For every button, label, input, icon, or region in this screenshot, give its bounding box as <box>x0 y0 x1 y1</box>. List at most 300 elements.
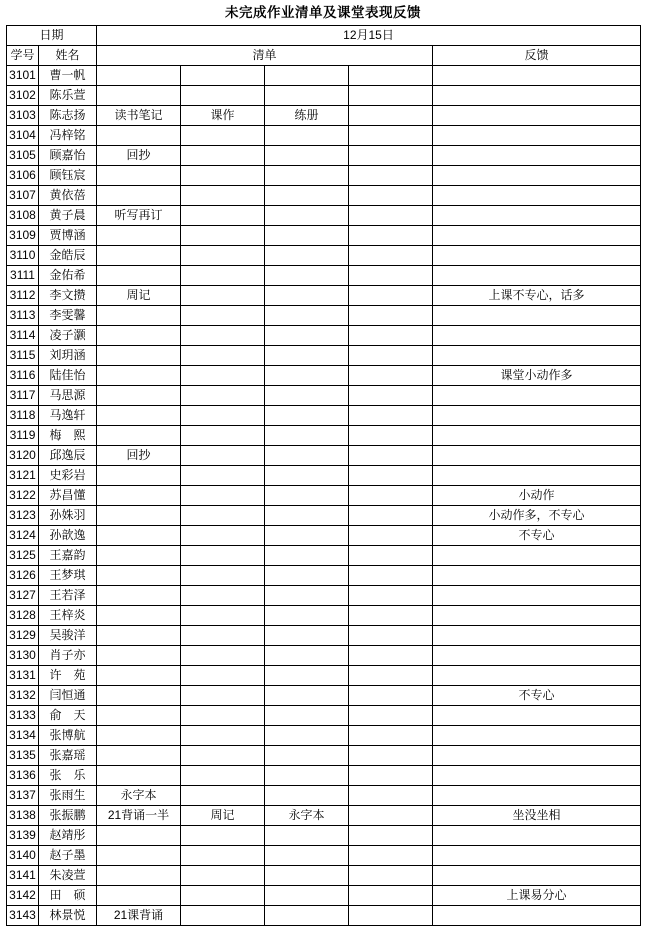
cell-student-name[interactable]: 张雨生 <box>39 786 97 806</box>
cell-task-1[interactable] <box>97 726 181 746</box>
cell-task-3[interactable] <box>265 346 349 366</box>
cell-student-name[interactable]: 凌子灏 <box>39 326 97 346</box>
cell-feedback[interactable] <box>433 566 641 586</box>
cell-task-3[interactable] <box>265 626 349 646</box>
cell-task-2[interactable] <box>181 666 265 686</box>
cell-task-3[interactable] <box>265 246 349 266</box>
cell-task-1[interactable] <box>97 706 181 726</box>
cell-task-3[interactable] <box>265 566 349 586</box>
cell-task-1[interactable] <box>97 226 181 246</box>
cell-student-name[interactable]: 史彩岩 <box>39 466 97 486</box>
cell-student-id[interactable]: 3117 <box>7 386 39 406</box>
cell-task-4[interactable] <box>349 366 433 386</box>
cell-feedback[interactable] <box>433 86 641 106</box>
cell-task-1[interactable] <box>97 86 181 106</box>
cell-feedback[interactable] <box>433 606 641 626</box>
cell-task-1[interactable]: 21课背诵 <box>97 906 181 926</box>
cell-feedback[interactable] <box>433 246 641 266</box>
cell-student-name[interactable]: 黄依蓓 <box>39 186 97 206</box>
cell-task-1[interactable] <box>97 266 181 286</box>
cell-task-4[interactable] <box>349 646 433 666</box>
cell-student-name[interactable]: 贾博涵 <box>39 226 97 246</box>
cell-task-2[interactable]: 周记 <box>181 806 265 826</box>
cell-task-3[interactable] <box>265 726 349 746</box>
cell-task-3[interactable] <box>265 146 349 166</box>
cell-task-2[interactable] <box>181 606 265 626</box>
cell-student-name[interactable]: 闫恒通 <box>39 686 97 706</box>
cell-task-4[interactable] <box>349 66 433 86</box>
cell-task-4[interactable] <box>349 566 433 586</box>
cell-task-1[interactable]: 读书笔记 <box>97 106 181 126</box>
cell-task-2[interactable] <box>181 86 265 106</box>
cell-student-id[interactable]: 3137 <box>7 786 39 806</box>
cell-feedback[interactable]: 坐没坐相 <box>433 806 641 826</box>
cell-feedback[interactable] <box>433 666 641 686</box>
cell-student-name[interactable]: 梅 熙 <box>39 426 97 446</box>
cell-feedback[interactable] <box>433 226 641 246</box>
cell-student-id[interactable]: 3143 <box>7 906 39 926</box>
cell-task-4[interactable] <box>349 246 433 266</box>
cell-task-4[interactable] <box>349 786 433 806</box>
cell-student-id[interactable]: 3109 <box>7 226 39 246</box>
cell-task-2[interactable] <box>181 166 265 186</box>
cell-task-2[interactable] <box>181 326 265 346</box>
cell-task-2[interactable] <box>181 226 265 246</box>
cell-feedback[interactable] <box>433 786 641 806</box>
cell-feedback[interactable] <box>433 866 641 886</box>
cell-task-3[interactable] <box>265 906 349 926</box>
cell-student-id[interactable]: 3105 <box>7 146 39 166</box>
cell-task-3[interactable] <box>265 506 349 526</box>
cell-task-4[interactable] <box>349 106 433 126</box>
cell-student-name[interactable]: 朱凌萱 <box>39 866 97 886</box>
cell-task-1[interactable] <box>97 186 181 206</box>
cell-feedback[interactable] <box>433 626 641 646</box>
cell-task-2[interactable] <box>181 366 265 386</box>
cell-task-2[interactable] <box>181 646 265 666</box>
cell-student-name[interactable]: 赵靖彤 <box>39 826 97 846</box>
cell-task-2[interactable] <box>181 486 265 506</box>
cell-task-4[interactable] <box>349 426 433 446</box>
cell-feedback[interactable]: 上课不专心，话多 <box>433 286 641 306</box>
cell-feedback[interactable] <box>433 386 641 406</box>
cell-task-1[interactable] <box>97 746 181 766</box>
cell-task-3[interactable] <box>265 486 349 506</box>
cell-task-4[interactable] <box>349 886 433 906</box>
cell-student-id[interactable]: 3136 <box>7 766 39 786</box>
cell-task-2[interactable] <box>181 346 265 366</box>
cell-task-1[interactable] <box>97 386 181 406</box>
cell-task-1[interactable]: 回抄 <box>97 146 181 166</box>
cell-student-id[interactable]: 3111 <box>7 266 39 286</box>
date-value[interactable]: 12月15日 <box>97 26 641 46</box>
cell-task-2[interactable] <box>181 546 265 566</box>
cell-student-name[interactable]: 李雯馨 <box>39 306 97 326</box>
cell-task-3[interactable] <box>265 206 349 226</box>
cell-feedback[interactable] <box>433 66 641 86</box>
cell-student-id[interactable]: 3133 <box>7 706 39 726</box>
cell-task-1[interactable] <box>97 826 181 846</box>
cell-task-2[interactable] <box>181 526 265 546</box>
cell-student-id[interactable]: 3128 <box>7 606 39 626</box>
cell-task-3[interactable] <box>265 266 349 286</box>
cell-student-name[interactable]: 陆佳怡 <box>39 366 97 386</box>
cell-task-2[interactable] <box>181 246 265 266</box>
cell-task-3[interactable] <box>265 386 349 406</box>
cell-student-id[interactable]: 3121 <box>7 466 39 486</box>
cell-feedback[interactable] <box>433 346 641 366</box>
cell-task-1[interactable] <box>97 166 181 186</box>
cell-feedback[interactable] <box>433 466 641 486</box>
cell-task-4[interactable] <box>349 826 433 846</box>
cell-task-3[interactable] <box>265 86 349 106</box>
cell-task-4[interactable] <box>349 486 433 506</box>
cell-student-id[interactable]: 3123 <box>7 506 39 526</box>
cell-task-4[interactable] <box>349 186 433 206</box>
cell-task-1[interactable] <box>97 666 181 686</box>
cell-feedback[interactable]: 课堂小动作多 <box>433 366 641 386</box>
cell-student-id[interactable]: 3142 <box>7 886 39 906</box>
cell-task-2[interactable] <box>181 506 265 526</box>
cell-feedback[interactable]: 小动作多，不专心 <box>433 506 641 526</box>
cell-task-3[interactable] <box>265 186 349 206</box>
cell-student-id[interactable]: 3127 <box>7 586 39 606</box>
cell-task-3[interactable]: 永字本 <box>265 806 349 826</box>
cell-task-1[interactable] <box>97 866 181 886</box>
cell-feedback[interactable] <box>433 846 641 866</box>
cell-feedback[interactable] <box>433 426 641 446</box>
cell-student-id[interactable]: 3113 <box>7 306 39 326</box>
cell-task-2[interactable] <box>181 406 265 426</box>
cell-student-id[interactable]: 3108 <box>7 206 39 226</box>
cell-task-3[interactable] <box>265 686 349 706</box>
cell-student-name[interactable]: 苏昌懂 <box>39 486 97 506</box>
cell-task-4[interactable] <box>349 706 433 726</box>
cell-feedback[interactable] <box>433 206 641 226</box>
cell-student-id[interactable]: 3134 <box>7 726 39 746</box>
cell-task-4[interactable] <box>349 266 433 286</box>
cell-task-3[interactable] <box>265 66 349 86</box>
cell-task-2[interactable] <box>181 386 265 406</box>
cell-task-3[interactable] <box>265 306 349 326</box>
cell-student-id[interactable]: 3101 <box>7 66 39 86</box>
cell-task-1[interactable] <box>97 686 181 706</box>
cell-task-2[interactable] <box>181 466 265 486</box>
cell-task-4[interactable] <box>349 286 433 306</box>
cell-feedback[interactable] <box>433 166 641 186</box>
cell-student-name[interactable]: 顾钰宸 <box>39 166 97 186</box>
cell-task-4[interactable] <box>349 346 433 366</box>
cell-task-4[interactable] <box>349 626 433 646</box>
cell-task-2[interactable] <box>181 746 265 766</box>
cell-task-2[interactable] <box>181 906 265 926</box>
cell-student-id[interactable]: 3120 <box>7 446 39 466</box>
cell-task-4[interactable] <box>349 866 433 886</box>
cell-task-4[interactable] <box>349 126 433 146</box>
cell-student-name[interactable]: 刘玥涵 <box>39 346 97 366</box>
cell-task-3[interactable] <box>265 286 349 306</box>
cell-task-4[interactable] <box>349 306 433 326</box>
cell-feedback[interactable]: 不专心 <box>433 526 641 546</box>
cell-task-2[interactable] <box>181 866 265 886</box>
cell-feedback[interactable] <box>433 906 641 926</box>
cell-task-1[interactable]: 21背诵一半 <box>97 806 181 826</box>
cell-task-1[interactable]: 永字本 <box>97 786 181 806</box>
cell-student-id[interactable]: 3115 <box>7 346 39 366</box>
cell-feedback[interactable]: 小动作 <box>433 486 641 506</box>
cell-task-1[interactable] <box>97 466 181 486</box>
cell-feedback[interactable] <box>433 306 641 326</box>
cell-task-2[interactable] <box>181 826 265 846</box>
cell-student-id[interactable]: 3118 <box>7 406 39 426</box>
cell-student-id[interactable]: 3116 <box>7 366 39 386</box>
cell-student-id[interactable]: 3124 <box>7 526 39 546</box>
cell-student-name[interactable]: 林景悦 <box>39 906 97 926</box>
cell-task-2[interactable] <box>181 446 265 466</box>
cell-task-3[interactable] <box>265 606 349 626</box>
cell-student-id[interactable]: 3139 <box>7 826 39 846</box>
cell-task-2[interactable] <box>181 566 265 586</box>
cell-student-name[interactable]: 肖子亦 <box>39 646 97 666</box>
cell-task-3[interactable] <box>265 846 349 866</box>
cell-task-3[interactable] <box>265 546 349 566</box>
cell-task-1[interactable] <box>97 586 181 606</box>
cell-task-3[interactable] <box>265 786 349 806</box>
cell-task-4[interactable] <box>349 726 433 746</box>
cell-task-4[interactable] <box>349 446 433 466</box>
cell-feedback[interactable]: 上课易分心 <box>433 886 641 906</box>
cell-task-3[interactable] <box>265 126 349 146</box>
cell-task-2[interactable] <box>181 266 265 286</box>
cell-student-name[interactable]: 曹一帆 <box>39 66 97 86</box>
cell-student-name[interactable]: 金皓辰 <box>39 246 97 266</box>
cell-task-2[interactable] <box>181 786 265 806</box>
cell-task-3[interactable] <box>265 766 349 786</box>
cell-student-name[interactable]: 黄子晨 <box>39 206 97 226</box>
cell-student-id[interactable]: 3125 <box>7 546 39 566</box>
cell-task-1[interactable] <box>97 546 181 566</box>
cell-student-id[interactable]: 3129 <box>7 626 39 646</box>
cell-student-name[interactable]: 冯梓铭 <box>39 126 97 146</box>
cell-student-name[interactable]: 王梦琪 <box>39 566 97 586</box>
cell-task-3[interactable] <box>265 646 349 666</box>
cell-feedback[interactable] <box>433 586 641 606</box>
cell-feedback[interactable] <box>433 646 641 666</box>
cell-task-1[interactable] <box>97 326 181 346</box>
cell-task-2[interactable] <box>181 686 265 706</box>
cell-student-name[interactable]: 马逸轩 <box>39 406 97 426</box>
cell-task-1[interactable] <box>97 626 181 646</box>
cell-task-2[interactable] <box>181 186 265 206</box>
cell-task-4[interactable] <box>349 846 433 866</box>
cell-student-id[interactable]: 3132 <box>7 686 39 706</box>
cell-task-1[interactable] <box>97 406 181 426</box>
cell-task-2[interactable] <box>181 206 265 226</box>
cell-student-id[interactable]: 3126 <box>7 566 39 586</box>
cell-task-4[interactable] <box>349 666 433 686</box>
cell-feedback[interactable] <box>433 546 641 566</box>
cell-task-2[interactable] <box>181 846 265 866</box>
cell-student-id[interactable]: 3102 <box>7 86 39 106</box>
cell-task-4[interactable] <box>349 466 433 486</box>
cell-task-4[interactable] <box>349 506 433 526</box>
cell-task-2[interactable]: 课作 <box>181 106 265 126</box>
cell-task-1[interactable] <box>97 606 181 626</box>
cell-task-1[interactable] <box>97 126 181 146</box>
cell-task-3[interactable] <box>265 366 349 386</box>
cell-task-4[interactable] <box>349 386 433 406</box>
cell-task-1[interactable] <box>97 246 181 266</box>
cell-student-name[interactable]: 陈乐萱 <box>39 86 97 106</box>
cell-task-3[interactable] <box>265 446 349 466</box>
cell-task-2[interactable] <box>181 286 265 306</box>
cell-task-1[interactable]: 回抄 <box>97 446 181 466</box>
cell-task-1[interactable] <box>97 346 181 366</box>
cell-task-1[interactable] <box>97 886 181 906</box>
cell-student-name[interactable]: 田 硕 <box>39 886 97 906</box>
cell-student-name[interactable]: 张博航 <box>39 726 97 746</box>
cell-student-name[interactable]: 张振鹏 <box>39 806 97 826</box>
cell-task-4[interactable] <box>349 146 433 166</box>
cell-feedback[interactable] <box>433 706 641 726</box>
cell-task-3[interactable] <box>265 226 349 246</box>
cell-task-3[interactable] <box>265 706 349 726</box>
cell-student-name[interactable]: 孙姝羽 <box>39 506 97 526</box>
cell-task-3[interactable] <box>265 746 349 766</box>
cell-student-id[interactable]: 3122 <box>7 486 39 506</box>
cell-task-2[interactable] <box>181 726 265 746</box>
cell-task-1[interactable] <box>97 66 181 86</box>
cell-task-4[interactable] <box>349 546 433 566</box>
cell-task-3[interactable] <box>265 326 349 346</box>
cell-student-name[interactable]: 俞 天 <box>39 706 97 726</box>
cell-student-id[interactable]: 3138 <box>7 806 39 826</box>
cell-task-4[interactable] <box>349 326 433 346</box>
cell-task-4[interactable] <box>349 906 433 926</box>
cell-task-1[interactable]: 听写再订 <box>97 206 181 226</box>
cell-student-name[interactable]: 王梓炎 <box>39 606 97 626</box>
cell-task-4[interactable] <box>349 686 433 706</box>
cell-student-id[interactable]: 3110 <box>7 246 39 266</box>
cell-feedback[interactable] <box>433 106 641 126</box>
cell-task-1[interactable] <box>97 506 181 526</box>
cell-task-2[interactable] <box>181 886 265 906</box>
cell-task-1[interactable] <box>97 846 181 866</box>
cell-task-3[interactable]: 练册 <box>265 106 349 126</box>
cell-student-id[interactable]: 3131 <box>7 666 39 686</box>
cell-student-name[interactable]: 赵子墨 <box>39 846 97 866</box>
cell-task-2[interactable] <box>181 586 265 606</box>
cell-student-name[interactable]: 张 乐 <box>39 766 97 786</box>
cell-task-1[interactable] <box>97 306 181 326</box>
cell-student-name[interactable]: 张嘉瑶 <box>39 746 97 766</box>
cell-feedback[interactable] <box>433 726 641 746</box>
cell-task-3[interactable] <box>265 886 349 906</box>
cell-student-name[interactable]: 金佑希 <box>39 266 97 286</box>
cell-task-3[interactable] <box>265 426 349 446</box>
cell-task-4[interactable] <box>349 606 433 626</box>
cell-student-name[interactable]: 王若泽 <box>39 586 97 606</box>
cell-student-id[interactable]: 3130 <box>7 646 39 666</box>
cell-feedback[interactable] <box>433 446 641 466</box>
cell-task-1[interactable] <box>97 426 181 446</box>
cell-student-id[interactable]: 3141 <box>7 866 39 886</box>
cell-student-id[interactable]: 3103 <box>7 106 39 126</box>
cell-student-name[interactable]: 吴骏洋 <box>39 626 97 646</box>
cell-task-1[interactable] <box>97 646 181 666</box>
cell-student-id[interactable]: 3112 <box>7 286 39 306</box>
cell-task-3[interactable] <box>265 866 349 886</box>
cell-student-id[interactable]: 3107 <box>7 186 39 206</box>
cell-feedback[interactable] <box>433 746 641 766</box>
cell-task-2[interactable] <box>181 426 265 446</box>
cell-task-2[interactable] <box>181 306 265 326</box>
cell-feedback[interactable] <box>433 826 641 846</box>
cell-task-4[interactable] <box>349 166 433 186</box>
cell-student-name[interactable]: 马思源 <box>39 386 97 406</box>
cell-task-1[interactable] <box>97 766 181 786</box>
cell-task-2[interactable] <box>181 146 265 166</box>
cell-task-3[interactable] <box>265 526 349 546</box>
cell-student-id[interactable]: 3135 <box>7 746 39 766</box>
cell-task-2[interactable] <box>181 126 265 146</box>
cell-student-name[interactable]: 邱逸辰 <box>39 446 97 466</box>
cell-task-1[interactable] <box>97 486 181 506</box>
cell-task-4[interactable] <box>349 206 433 226</box>
cell-task-4[interactable] <box>349 86 433 106</box>
cell-student-id[interactable]: 3140 <box>7 846 39 866</box>
cell-task-2[interactable] <box>181 766 265 786</box>
cell-task-4[interactable] <box>349 406 433 426</box>
cell-task-3[interactable] <box>265 466 349 486</box>
cell-student-name[interactable]: 陈志扬 <box>39 106 97 126</box>
cell-task-3[interactable] <box>265 826 349 846</box>
cell-task-2[interactable] <box>181 706 265 726</box>
cell-feedback[interactable]: 不专心 <box>433 686 641 706</box>
cell-task-4[interactable] <box>349 746 433 766</box>
cell-task-4[interactable] <box>349 806 433 826</box>
cell-student-id[interactable]: 3104 <box>7 126 39 146</box>
cell-student-name[interactable]: 顾嘉怡 <box>39 146 97 166</box>
cell-feedback[interactable] <box>433 326 641 346</box>
cell-task-3[interactable] <box>265 166 349 186</box>
cell-task-2[interactable] <box>181 626 265 646</box>
cell-task-4[interactable] <box>349 226 433 246</box>
cell-student-id[interactable]: 3119 <box>7 426 39 446</box>
cell-task-3[interactable] <box>265 406 349 426</box>
cell-task-1[interactable] <box>97 566 181 586</box>
cell-feedback[interactable] <box>433 126 641 146</box>
cell-task-4[interactable] <box>349 766 433 786</box>
cell-task-4[interactable] <box>349 586 433 606</box>
cell-feedback[interactable] <box>433 406 641 426</box>
cell-student-name[interactable]: 许 苑 <box>39 666 97 686</box>
cell-task-2[interactable] <box>181 66 265 86</box>
cell-feedback[interactable] <box>433 266 641 286</box>
cell-feedback[interactable] <box>433 766 641 786</box>
cell-student-name[interactable]: 孙歆逸 <box>39 526 97 546</box>
cell-student-id[interactable]: 3114 <box>7 326 39 346</box>
cell-task-1[interactable] <box>97 366 181 386</box>
cell-task-1[interactable]: 周记 <box>97 286 181 306</box>
cell-feedback[interactable] <box>433 186 641 206</box>
cell-task-1[interactable] <box>97 526 181 546</box>
cell-student-name[interactable]: 王嘉韵 <box>39 546 97 566</box>
cell-feedback[interactable] <box>433 146 641 166</box>
cell-student-name[interactable]: 李文攒 <box>39 286 97 306</box>
cell-task-4[interactable] <box>349 526 433 546</box>
cell-task-3[interactable] <box>265 666 349 686</box>
